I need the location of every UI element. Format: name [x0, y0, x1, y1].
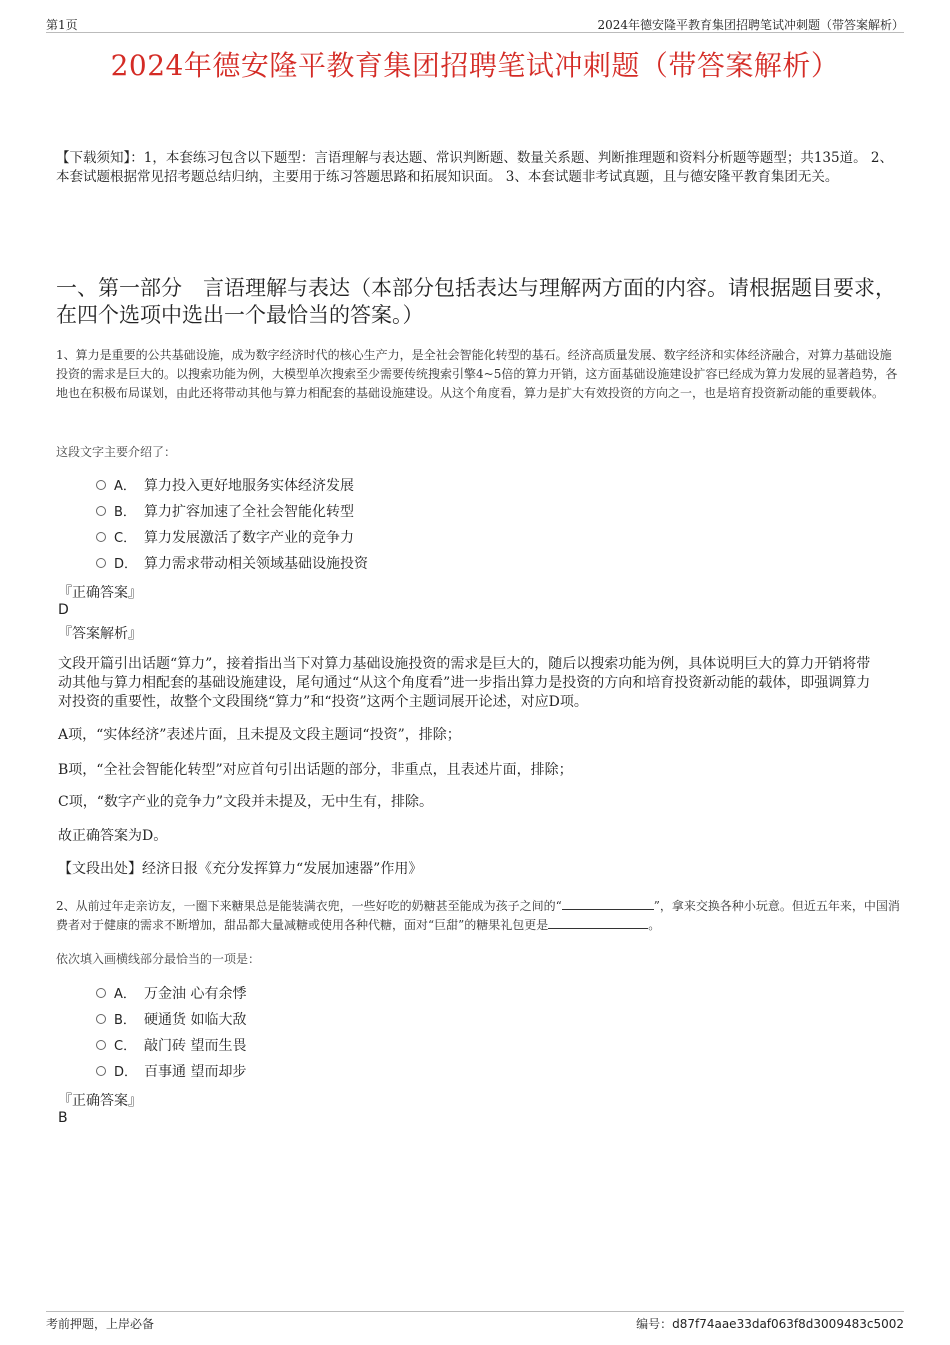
- question-1-stem: 1、算力是重要的公共基础设施，成为数字经济时代的核心生产力，是全社会智能化转型的基石。经济高质量发展、数字经济和实体经济融合，对算力基础设施投资的需求是巨大的。以搜索功能为例，大模型单次搜索至少需要传统搜索引擎4~5倍的算力开销，这方面基础设施建设扩容已经成为算力发展的显著趋势，各地也在积极布局谋划，由此还将带动其他与算力相配套的基础设施建设。从这个角度看，算力是扩大有效投资的方向之一，也是培育投资新动能的重要载体。: [56, 348, 898, 400]
- fill-blank-2: [548, 916, 648, 929]
- question-1-answer: D: [58, 602, 69, 618]
- question-1-prompt: 这段文字主要介绍了：: [56, 445, 177, 459]
- question-2-option-a[interactable]: A． 万金油 心有余悸: [96, 984, 246, 1004]
- question-1-option-d[interactable]: D． 算力需求带动相关领域基础设施投资: [96, 554, 368, 574]
- question-1-option-a-note: A项，“实体经济”表述片面，且未提及文段主题词“投资”，排除；: [58, 727, 461, 743]
- question-1-answer-label: 『正确答案』: [58, 585, 142, 601]
- question-2-prompt: 依次填入画横线部分最恰当的一项是：: [56, 952, 261, 966]
- download-notice: 【下载须知】：1，本套练习包含以下题型：言语理解与表达题、常识判断题、数量关系题、判断推理题和资料分析题等题型；共135道。 2、本套试题根据常见招考题总结归纳，主要用于练习答题思路和拓展知识面。 3、本套试题非考试真题，且与德安隆平教育集团无关。: [56, 150, 893, 185]
- question-2-option-d[interactable]: D． 百事通 望而却步: [96, 1062, 246, 1082]
- footer-code: 编号：d87f74aae33daf063f8d3009483c5002: [636, 1317, 904, 1331]
- footer-slogan: 考前押题，上岸必备: [46, 1317, 155, 1331]
- header-doc-title: 2024年德安隆平教育集团招聘笔试冲刺题（带答案解析）: [597, 18, 904, 32]
- page-number: 第1页: [46, 18, 78, 32]
- section-title: 一、第一部分 言语理解与表达（本部分包括表达与理解两方面的内容。请根据题目要求，在四个选项中选出一个最恰当的答案。）: [56, 276, 896, 327]
- question-2-answer-label: 『正确答案』: [58, 1093, 142, 1109]
- question-1-option-a[interactable]: A． 算力投入更好地服务实体经济发展: [96, 476, 354, 496]
- question-1-source: 【文段出处】经济日报《充分发挥算力“发展加速器”作用》: [58, 861, 423, 877]
- radio-icon[interactable]: [96, 480, 106, 490]
- question-1-option-c-note: C项，“数字产业的竞争力”文段并未提及，无中生有，排除。: [58, 794, 434, 810]
- page-header: [46, 14, 904, 33]
- radio-icon[interactable]: [96, 1066, 106, 1076]
- question-1-option-b-note: B项，“全社会智能化转型”对应首句引出话题的部分，非重点，且表述片面，排除；: [58, 762, 573, 778]
- radio-icon[interactable]: [96, 506, 106, 516]
- radio-icon[interactable]: [96, 1040, 106, 1050]
- page-footer: [46, 1311, 904, 1331]
- fill-blank-1: [562, 897, 654, 910]
- question-2-stem: 2、从前过年走亲访友，一圈下来糖果总是能装满衣兜，一些好吃的奶糖甚至能成为孩子之间的“ ”，拿来交换各种小玩意。但近五年来，中国消费者对于健康的需求不断增加，甜品都大量减糖或使用各种代糖，面对“巨甜”的糖果礼包更是 。: [56, 899, 900, 932]
- question-1-option-b[interactable]: B． 算力扩容加速了全社会智能化转型: [96, 502, 354, 522]
- question-1-analysis-label: 『答案解析』: [58, 626, 142, 642]
- document-title: 2024年德安隆平教育集团招聘笔试冲刺题（带答案解析）: [110, 49, 840, 82]
- radio-icon[interactable]: [96, 532, 106, 542]
- radio-icon[interactable]: [96, 988, 106, 998]
- question-2-answer: B: [58, 1110, 68, 1126]
- question-1-option-c[interactable]: C． 算力发展激活了数字产业的竞争力: [96, 528, 354, 548]
- radio-icon[interactable]: [96, 1014, 106, 1024]
- question-1-conclusion: 故正确答案为D。: [58, 828, 168, 844]
- question-1-analysis: 文段开篇引出话题“算力”，接着指出当下对算力基础设施投资的需求是巨大的，随后以搜索功能为例，具体说明巨大的算力开销将带动其他与算力相配套的基础设施建设，尾句通过“从这个角度看”进一步指出算力是投资的方向和培育投资新动能的载体，即强调算力对投资的重要性，故整个文段围绕“算力”和“投资”这两个主题词展开论述，对应D项。: [58, 656, 871, 710]
- question-2-option-c[interactable]: C． 敲门砖 望而生畏: [96, 1036, 246, 1056]
- radio-icon[interactable]: [96, 558, 106, 568]
- question-2-option-b[interactable]: B． 硬通货 如临大敌: [96, 1010, 246, 1030]
